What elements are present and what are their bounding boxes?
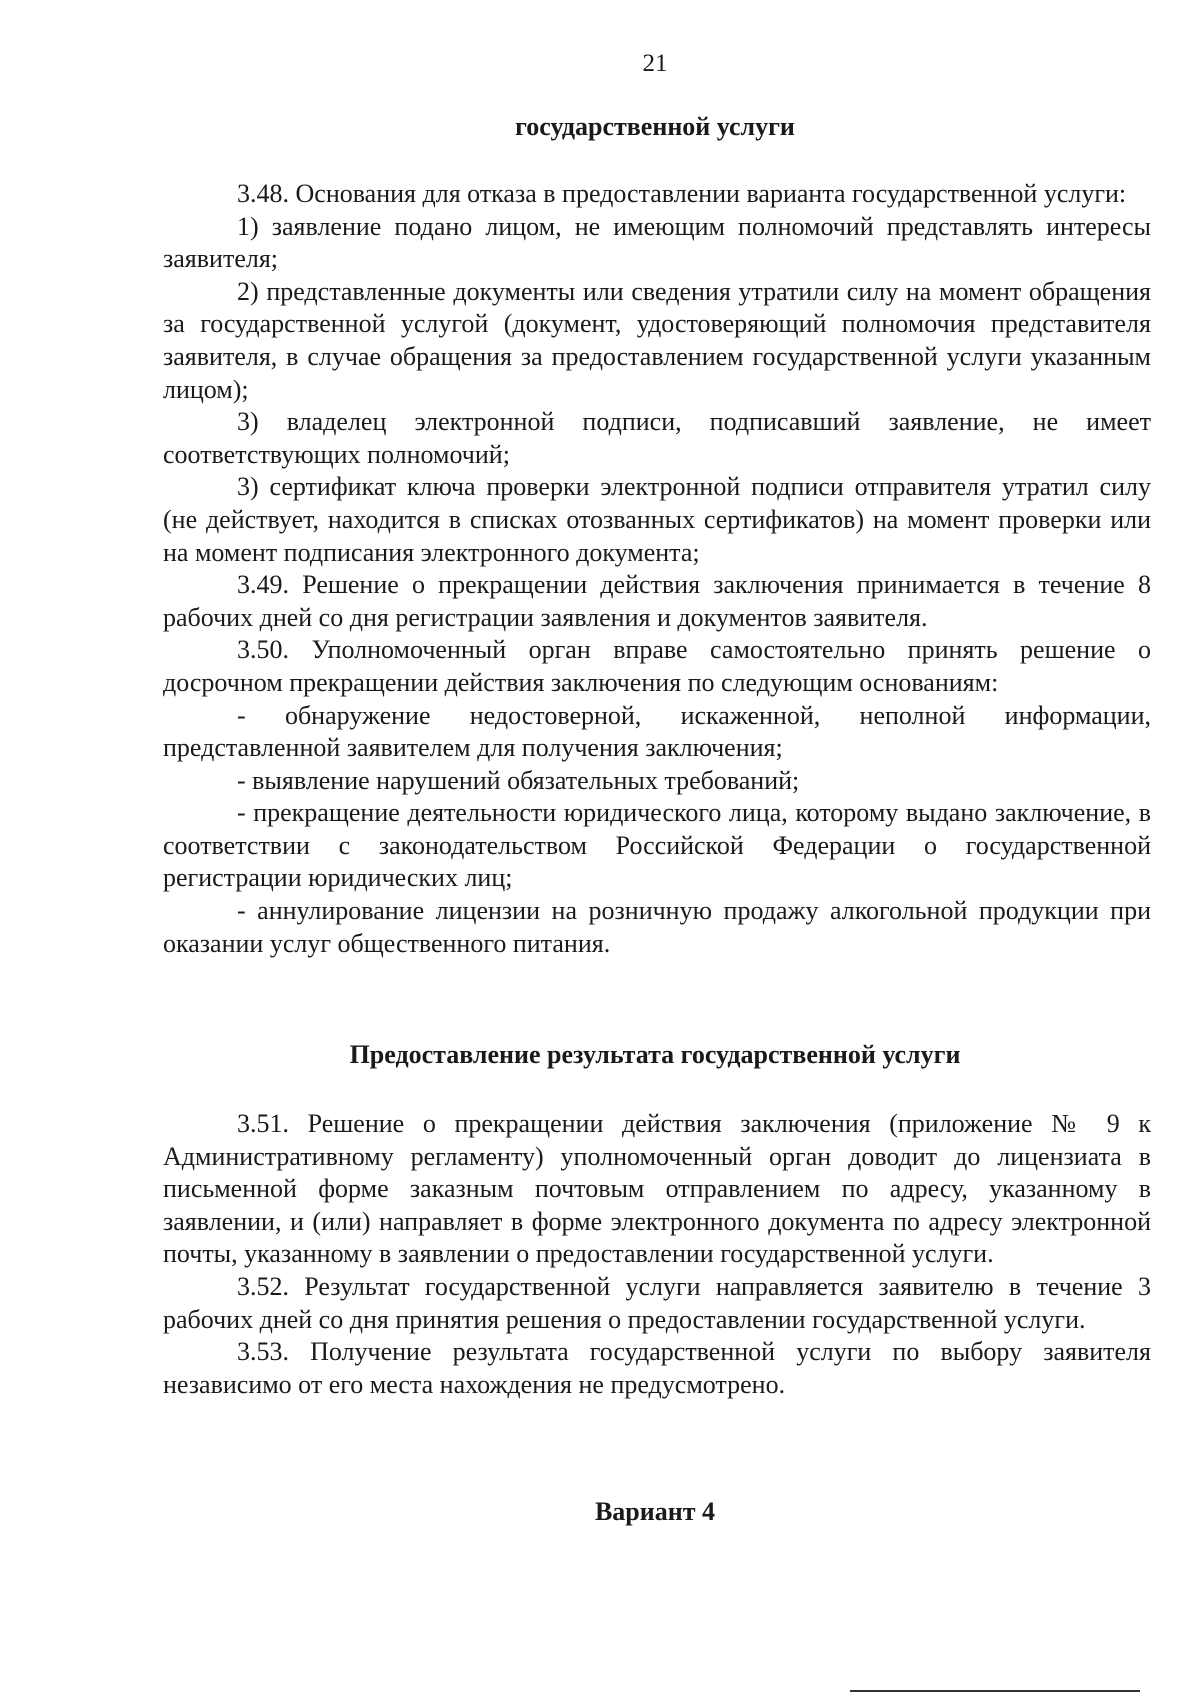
dash-item-1: - обнаружение недостоверной, искаженной, неполной информации, представленной заявителем для получения заключения; <box>163 700 1151 763</box>
dash-item-4: - аннулирование лицензии на розничную продажу алкогольной продукции при оказании услуг общественного питания. <box>163 896 1151 958</box>
paragraph-3-50: 3.50. Уполномоченный орган вправе самостоятельно принять решение о досрочном прекращении действия заключения по следующим основаниям: <box>163 635 1151 697</box>
list-item-3a: 3) владелец электронной подписи, подписавший заявление, не имеет соответствующих полномочий; <box>163 407 1151 469</box>
section-result-delivery <box>163 1108 1151 1401</box>
dash-item-3: - прекращение деятельности юридического лица, которому выдано заключение, в соответствии с законодательством Российской Федерации о государственной регистрации юридических лиц; <box>163 798 1151 893</box>
list-item-2: 2) представленные документы или сведения утратили силу на момент обращения за государственной услугой (документ, удостоверяющий полномочия представителя заявителя, в случае обращения за предоставлением государственной услуги указанным лицом); <box>163 276 1151 404</box>
paragraph-3-51: 3.51. Решение о прекращении действия заключения (приложение № 9 к Административному регламенту) уполномоченный орган доводит до лицензиата в письменной форме заказным почтовым отправлением по адресу, указанному в заявлении, и (или) направляет в форме электронного документа по адресу электронной почты, указанному в заявлении о предоставлении государственной услуги. <box>163 1109 1151 1269</box>
list-item-1: 1) заявление подано лицом, не имеющим полномочий представлять интересы заявителя; <box>163 211 1151 274</box>
section-heading-result: Предоставление результата государственной услуги <box>349 1040 961 1069</box>
paragraph-3-52: 3.52. Результат государственной услуги направляется заявителю в течение 3 рабочих дней со дня принятия решения о предоставлении государственной услуги. <box>163 1271 1151 1334</box>
list-item-3b: 3) сертификат ключа проверки электронной подписи отправителя утратил силу (не действует, находится в списках отозванных сертификатов) на момент проверки или на момент подписания электронного документа; <box>163 472 1151 567</box>
section-refusal-grounds <box>163 178 1151 960</box>
dash-item-2: - выявление нарушений обязательных требований; <box>237 765 800 795</box>
paragraph-3-49: 3.49. Решение о прекращении действия заключения принимается в течение 8 рабочих дней со дня регистрации заявления и документов заявителя. <box>163 570 1151 632</box>
paragraph-3-53: 3.53. Получение результата государственной услуги по выбору заявителя независимо от его места нахождения не предусмотрено. <box>163 1337 1151 1399</box>
page-number: 21 <box>642 50 668 77</box>
footer-rule <box>850 1690 1140 1692</box>
section-heading-variant: Вариант 4 <box>594 1497 716 1526</box>
paragraph-3-48: 3.48. Основания для отказа в предоставлении варианта государственной услуги: <box>237 179 1127 208</box>
section-heading-continuation: государственной услуги <box>515 112 795 141</box>
